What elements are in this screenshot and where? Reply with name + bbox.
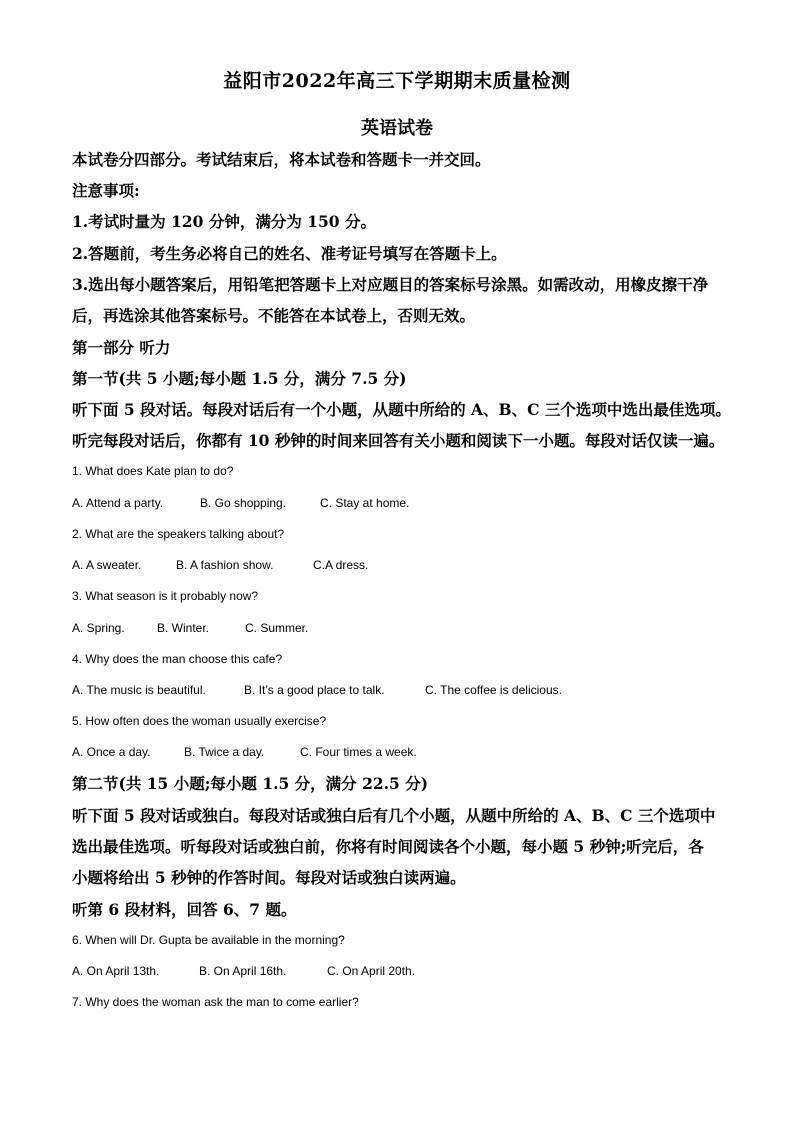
option-b: B. It’s a good place to talk. xyxy=(244,683,385,697)
option-row xyxy=(72,557,368,573)
exam-subtitle: 英语试卷 xyxy=(361,118,433,139)
section2-instruction: 听下面 5 段对话或独白。每段对话或独白后有几个小题，从题中所给的 A、B、C 三个选项中 xyxy=(72,806,716,825)
part1-heading: 第一部分 听力 xyxy=(72,338,171,357)
question-text: 3. What season is it probably now? xyxy=(72,589,259,603)
section1-instruction: 听完每段对话后，你都有 10 秒钟的时间来回答有关小题和阅读下一小题。每段对话仅读一遍。 xyxy=(72,431,725,450)
section2-instruction: 小题将给出 5 秒钟的作答时间。每段对话或独白读两遍。 xyxy=(72,868,466,887)
notice-item: 2.答题前，考生务必将自己的姓名、准考证号填写在答题卡上。 xyxy=(72,244,507,263)
option-c: C. On April 20th. xyxy=(327,964,416,978)
question-text: 4. Why does the man choose this cafe? xyxy=(72,652,283,666)
option-a: A. Attend a party. xyxy=(72,496,164,510)
intro-text: 本试卷分四部分。考试结束后，将本试卷和答题卡一并交回。 xyxy=(72,150,491,169)
option-c: C. Summer. xyxy=(245,621,309,635)
option-c: C. Stay at home. xyxy=(320,496,410,510)
notice-item: 3.选出每小题答案后，用铅笔把答题卡上对应题目的答案标号涂黑。如需改动，用橡皮擦干净 xyxy=(72,275,709,294)
section2-heading: 第二节(共 15 小题;每小题 1.5 分，满分 22.5 分) xyxy=(72,774,429,793)
option-b: B. Twice a day. xyxy=(184,745,265,759)
option-b: B. Go shopping. xyxy=(200,496,287,510)
option-b: B. On April 16th. xyxy=(199,964,287,978)
notice-item: 后，再选涂其他答案标号。不能答在本试卷上，否则无效。 xyxy=(72,306,476,325)
option-row xyxy=(72,682,562,698)
option-b: B. A fashion show. xyxy=(176,558,274,572)
option-c: C. Four times a week. xyxy=(300,745,417,759)
option-b: B. Winter. xyxy=(157,621,210,635)
option-a: A. The music is beautiful. xyxy=(72,683,206,697)
section1-instruction: 听下面 5 段对话。每段对话后有一个小题，从题中所给的 A、B、C 三个选项中选出最佳选项。 xyxy=(72,400,731,419)
option-row xyxy=(72,495,409,511)
option-a: A. A sweater. xyxy=(72,558,142,572)
exam-title: 益阳市2022年高三下学期期末质量检测 xyxy=(223,70,571,92)
question-text: 6. When will Dr. Gupta be available in the morning? xyxy=(72,933,345,947)
question-text: 7. Why does the woman ask the man to come earlier? xyxy=(72,995,359,1009)
option-a: A. Spring. xyxy=(72,621,125,635)
option-a: A. On April 13th. xyxy=(72,964,160,978)
notice-item: 1.考试时量为 120 分钟，满分为 150 分。 xyxy=(72,212,376,231)
option-row xyxy=(72,963,415,979)
question-text: 5. How often does the woman usually exercise? xyxy=(72,714,327,728)
option-a: A. Once a day. xyxy=(72,745,151,759)
option-row xyxy=(72,744,417,760)
question-text: 1. What does Kate plan to do? xyxy=(72,464,234,478)
section2-instruction: 选出最佳选项。听每段对话或独白前，你将有时间阅读各个小题，每小题 5 秒钟;听完后，各 xyxy=(72,837,704,856)
material-heading: 听第 6 段材料，回答 6、7 题。 xyxy=(72,900,297,919)
option-c: C.A dress. xyxy=(313,558,369,572)
section1-heading: 第一节(共 5 小题;每小题 1.5 分，满分 7.5 分) xyxy=(72,369,407,388)
notice-heading: 注意事项: xyxy=(72,181,140,200)
option-row xyxy=(72,620,308,636)
question-text: 2. What are the speakers talking about? xyxy=(72,527,285,541)
option-c: C. The coffee is delicious. xyxy=(425,683,562,697)
